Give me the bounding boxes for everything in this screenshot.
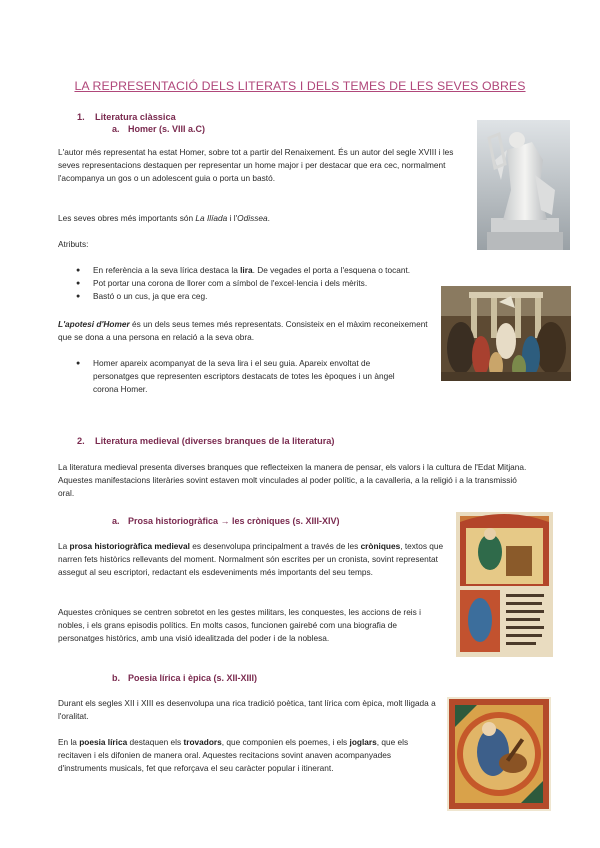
apotheosis-of-homer-painting bbox=[441, 286, 571, 381]
list-item: ● Homer apareix acompanyat de la seva lira i el seu guia. Apareix envoltat de personatges que representen escriptors destacats de totes les èpoques i un àngel corona Homer. bbox=[74, 357, 414, 397]
subsection-1a-title: Homer (s. VIII a.C) bbox=[128, 124, 206, 134]
subsection-2b-heading bbox=[112, 673, 257, 683]
bold-term: poesia lírica bbox=[79, 737, 128, 747]
subsection-1a-heading bbox=[112, 124, 205, 134]
section-1-title: Literatura clàssica bbox=[95, 112, 176, 122]
homer-works-text: Les seves obres més importants són bbox=[58, 213, 196, 223]
text-span: La bbox=[58, 541, 70, 551]
list-item-text: En referència a la seva lírica destaca la bbox=[93, 265, 241, 275]
homer-works-paragraph bbox=[58, 212, 468, 225]
section-2-heading bbox=[77, 436, 334, 446]
homer-paragraph-1: L'autor més representat ha estat Homer, sobre tot a partir del Renaixement. És un autor del segle XVIII i les seves representacions destaquen per representar un home major i per destacar que era cec, normalment l'acompanya un gos o un adolescent guia o porta un bastó. bbox=[58, 147, 454, 184]
chronicles-paragraph-2: Aquestes cròniques se centren sobretot en les gestes militars, les conquestes, les accions de reis i nobles, i els grans episodis polítics. En molts casos, funcionen gairebé com una biografia de personatges històrics, amb una visió idealitzada del poder i de la noblesa. bbox=[58, 607, 421, 644]
subsection-1a-number: a. bbox=[112, 124, 120, 134]
list-item-text: Pot portar una corona de llorer com a símbol de l'excel·lencia i dels mèrits. bbox=[93, 278, 368, 289]
work-iliad: La Ilíada bbox=[195, 213, 228, 223]
list-item bbox=[74, 277, 484, 290]
text-span: , que componien els poemes, i els bbox=[221, 737, 350, 747]
apotheosis-paragraph bbox=[58, 318, 440, 344]
text-span: es desenvolupa principalment a través de les bbox=[189, 541, 361, 551]
chronicler-manuscript-image bbox=[456, 512, 553, 657]
attributes-label: Atributs: bbox=[58, 239, 89, 249]
bold-term: joglars bbox=[349, 737, 377, 747]
apotheosis-text: és un dels seus temes més representats. Consisteix en el màxim reconeixement que se dona a una persona en relació a la seva obra. bbox=[58, 319, 428, 343]
subsection-2a-number: a. bbox=[112, 516, 120, 526]
section-2-number: 2. bbox=[77, 436, 85, 446]
text-span: destaquen els bbox=[127, 737, 184, 747]
poetry-paragraph-2 bbox=[58, 736, 438, 776]
section-2-title: Literatura medieval (diverses branques de la literatura) bbox=[95, 436, 335, 446]
apotheosis-list bbox=[74, 357, 414, 397]
homer-statue-image bbox=[477, 120, 570, 250]
chronicles-paragraph-1 bbox=[58, 540, 446, 580]
subsection-2b-title: Poesia lírica i èpica (s. XII-XIII) bbox=[128, 673, 258, 683]
subsection-2a-title: Prosa historiogràfica → les cròniques (s. XIII-XIV) bbox=[128, 516, 340, 526]
bold-term: trovadors bbox=[183, 737, 222, 747]
page-title: LA REPRESENTACIÓ DELS LITERATS I DELS TEMES DE LES SEVES OBRES bbox=[74, 79, 526, 93]
subsection-2b-number: b. bbox=[112, 673, 120, 683]
section-1-number: 1. bbox=[77, 112, 85, 122]
medieval-intro-paragraph: La literatura medieval presenta diverses branques que reflecteixen la manera de pensar, els valors i la cultura de l'Edat Mitjana. Aquestes manifestacions literàries sovint estaven molt vinculades al poder polític, a la cavalleria, a la religió i a la transmissió oral. bbox=[58, 462, 527, 499]
troubadour-illumination-image bbox=[447, 697, 551, 811]
subsection-2a-heading bbox=[112, 516, 340, 526]
poetry-paragraph-1: Durant els segles XII i XIII es desenvolupa una rica tradició poètica, tant lírica com èpica, molt lligada a l'oralitat. bbox=[58, 698, 436, 722]
text-span: , textos que narren fets històrics rellevants del moment. Normalment són escrites per un cronista, sovint representat assegut al seu escriptori, redactant els esdeveniments més importants del seu temps. bbox=[58, 541, 444, 578]
text-span: En la bbox=[58, 737, 80, 747]
list-item-text: Bastó o un cus, ja que era ceg. bbox=[93, 291, 208, 302]
attributes-list bbox=[74, 264, 484, 304]
bold-term: prosa historiogràfica medieval bbox=[69, 541, 190, 551]
list-item-text: . De vegades el porta a l'esquena o tocant. bbox=[252, 265, 411, 275]
list-item-bold: lira bbox=[240, 265, 253, 275]
apotheosis-title: L'apotesi d'Homer bbox=[58, 319, 130, 329]
list-item bbox=[74, 264, 484, 277]
text-span: , que els recitaven i els difonien de manera oral. Aquestes recitacions sovint anaven acompanyades d'instruments musicals, fet que reforçava el seu caràcter popular i itinerant. bbox=[58, 737, 409, 774]
homer-works-mid: i l' bbox=[227, 213, 238, 223]
section-1-heading bbox=[77, 112, 176, 122]
work-odyssey: Odissea bbox=[237, 213, 268, 223]
bold-term: cròniques bbox=[360, 541, 401, 551]
list-item bbox=[74, 290, 484, 303]
homer-works-end: . bbox=[267, 213, 270, 223]
